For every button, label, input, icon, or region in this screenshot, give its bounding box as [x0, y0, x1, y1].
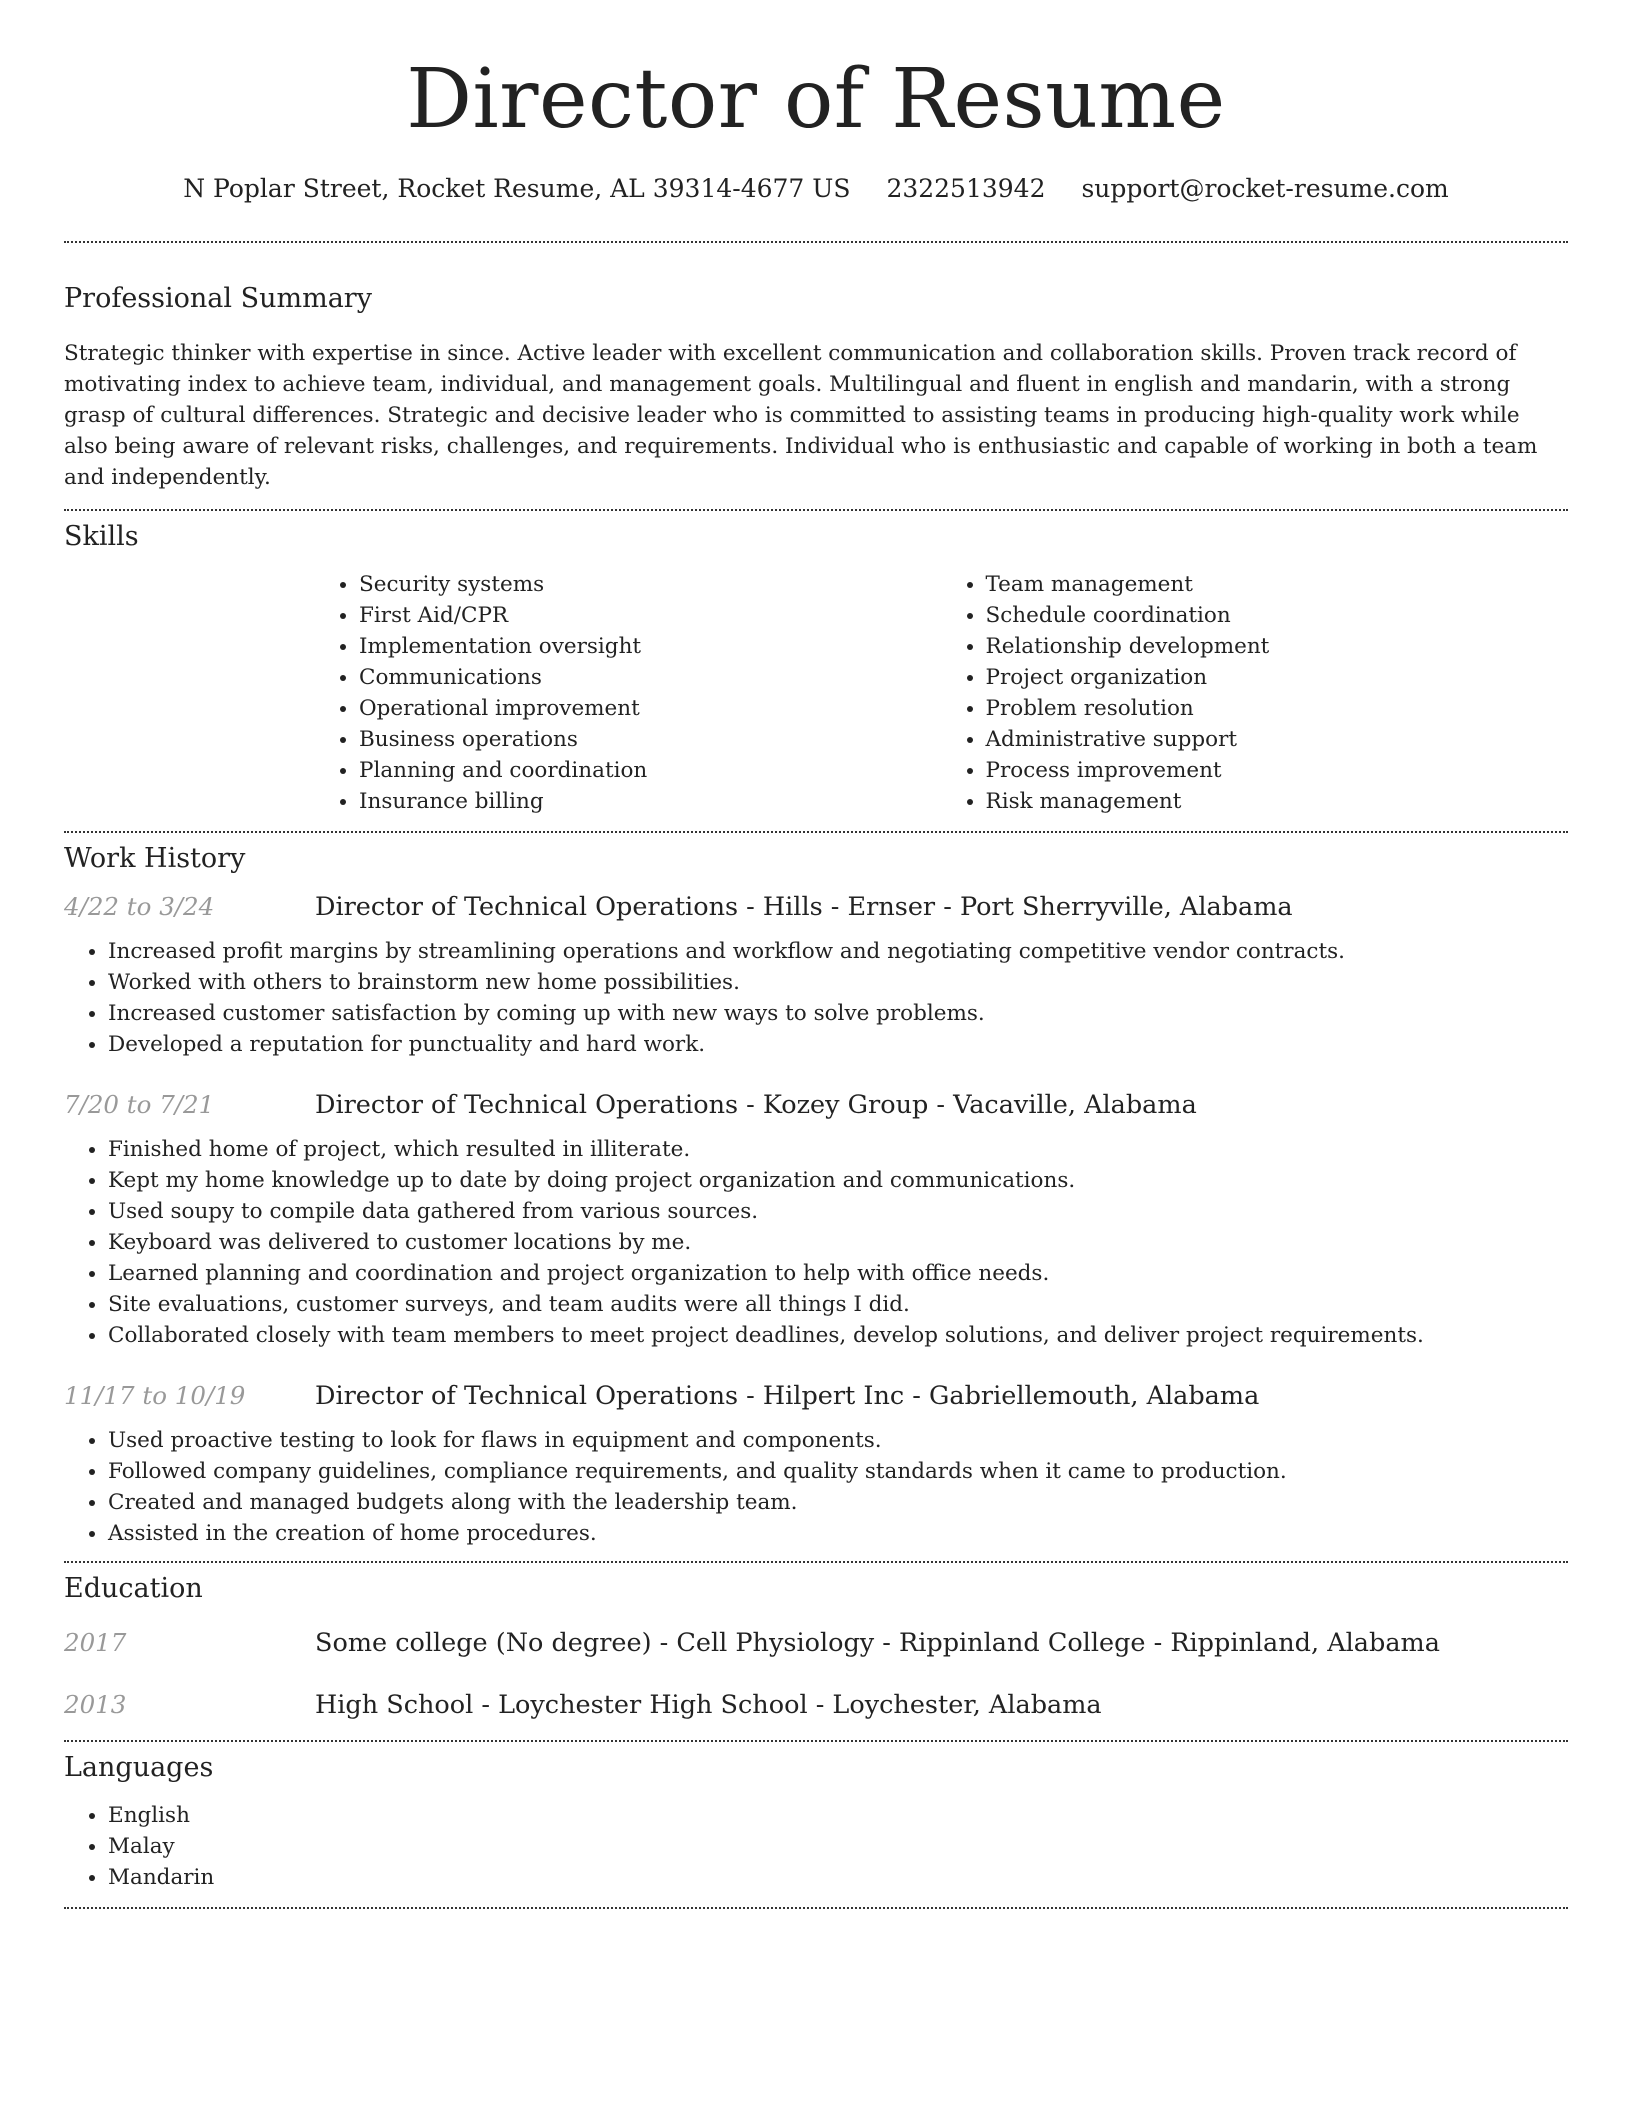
jobs-list [64, 892, 1568, 1549]
job-bullet: • Worked with others to brainstorm new home possibilities. [108, 967, 1568, 998]
section-title-summary: Professional Summary [64, 283, 372, 314]
summary-text: Strategic thinker with expertise in since. Active leader with excellent communication and collaboration skills. Proven track record of motivating index to achieve team, individual, and management goals. Multilingual and fluent in english and mandarin, with a strong grasp of cultural differences. Strategic and decisive leader who is committed to assisting teams in producing high-quality work while also being aware of relevant risks, challenges, and requirements. Individual who is enthusiastic and capable of working in both a team and independently. [64, 341, 1538, 490]
language-item: • English [108, 1800, 1568, 1831]
education-list [64, 1628, 1568, 1720]
job-bullet: • Used soupy to compile data gathered from various sources. [108, 1196, 1568, 1227]
job-bullet: • Collaborated closely with team members to meet project deadlines, develop solutions, and deliver project requirements. [108, 1320, 1568, 1351]
job-header [64, 892, 1568, 922]
education-year: 2017 [64, 1628, 127, 1657]
job-bullets [64, 1134, 1568, 1351]
contact-email: support@rocket-resume.com [1081, 174, 1449, 203]
job-bullets [64, 1425, 1568, 1549]
job-bullet: • Keyboard was delivered to customer locations by me. [108, 1227, 1568, 1258]
job-entry [64, 1381, 1568, 1549]
divider [64, 1561, 1568, 1563]
divider [64, 831, 1568, 833]
skill-item: • Communications [359, 662, 942, 693]
resume-page [64, 0, 1568, 1909]
contact-phone: 2322513942 [886, 174, 1046, 203]
section-title-work: Work History [64, 843, 246, 874]
job-bullet: • Learned planning and coordination and project organization to help with office needs. [108, 1258, 1568, 1289]
skill-item: • Relationship development [986, 631, 1569, 662]
section-languages [64, 1752, 1568, 1893]
job-heading: Director of Technical Operations - Kozey Group - Vacaville, Alabama [315, 1090, 1197, 1120]
job-bullet: • Kept my home knowledge up to date by doing project organization and communications. [108, 1165, 1568, 1196]
divider [64, 1740, 1568, 1742]
divider [64, 1907, 1568, 1909]
job-entry [64, 1090, 1568, 1351]
skill-item: • Problem resolution [986, 693, 1569, 724]
education-heading: Some college (No degree) - Cell Physiology - Rippinland College - Rippinland, Alabama [315, 1628, 1440, 1658]
education-heading: High School - Loychester High School - Loychester, Alabama [315, 1690, 1102, 1720]
job-header [64, 1090, 1568, 1120]
job-dates: 7/20 to 7/21 [64, 1090, 215, 1119]
job-bullet: • Finished home of project, which resulted in illiterate. [108, 1134, 1568, 1165]
job-dates: 11/17 to 10/19 [64, 1381, 246, 1410]
job-bullet: • Assisted in the creation of home procedures. [108, 1518, 1568, 1549]
education-year: 2013 [64, 1690, 127, 1719]
section-education [64, 1573, 1568, 1720]
job-bullet: • Developed a reputation for punctuality and hard work. [108, 1029, 1568, 1060]
job-bullet: • Increased customer satisfaction by coming up with new ways to solve problems. [108, 998, 1568, 1029]
resume-name: Director of Resume [406, 52, 1226, 147]
skill-item: • Schedule coordination [986, 600, 1569, 631]
job-heading: Director of Technical Operations - Hills - Ernser - Port Sherryville, Alabama [315, 892, 1293, 922]
skills-grid [315, 569, 1568, 817]
skill-item: • Project organization [986, 662, 1569, 693]
divider [64, 241, 1568, 243]
education-entry [64, 1690, 1568, 1720]
section-skills [64, 521, 1568, 817]
divider [64, 509, 1568, 511]
skill-item: • Implementation oversight [359, 631, 942, 662]
job-entry [64, 892, 1568, 1060]
skills-list-right [942, 569, 1569, 817]
contact-line [64, 174, 1568, 203]
section-summary [64, 283, 1568, 493]
contact-address: N Poplar Street, Rocket Resume, AL 39314-4677 US [183, 174, 851, 203]
job-bullet: • Site evaluations, customer surveys, and team audits were all things I did. [108, 1289, 1568, 1320]
job-header [64, 1381, 1568, 1411]
skill-item: • Insurance billing [359, 786, 942, 817]
section-title-languages: Languages [64, 1752, 214, 1783]
skill-item: • First Aid/CPR [359, 600, 942, 631]
skill-item: • Planning and coordination [359, 755, 942, 786]
job-bullets [64, 936, 1568, 1060]
language-item: • Malay [108, 1831, 1568, 1862]
skill-item: • Process improvement [986, 755, 1569, 786]
languages-list [64, 1800, 1568, 1893]
section-work-history [64, 843, 1568, 1549]
skill-item: • Operational improvement [359, 693, 942, 724]
section-title-education: Education [64, 1573, 203, 1604]
language-item: • Mandarin [108, 1862, 1568, 1893]
job-bullet: • Created and managed budgets along with the leadership team. [108, 1487, 1568, 1518]
job-heading: Director of Technical Operations - Hilpert Inc - Gabriellemouth, Alabama [315, 1381, 1260, 1411]
skills-list-left [315, 569, 942, 817]
skill-item: • Business operations [359, 724, 942, 755]
job-bullet: • Increased profit margins by streamlining operations and workflow and negotiating competitive vendor contracts. [108, 936, 1568, 967]
job-dates: 4/22 to 3/24 [64, 892, 215, 921]
skill-item: • Security systems [359, 569, 942, 600]
education-entry [64, 1628, 1568, 1658]
skill-item: • Risk management [986, 786, 1569, 817]
skill-item: • Administrative support [986, 724, 1569, 755]
section-title-skills: Skills [64, 521, 139, 552]
skill-item: • Team management [986, 569, 1569, 600]
job-bullet: • Used proactive testing to look for flaws in equipment and components. [108, 1425, 1568, 1456]
job-bullet: • Followed company guidelines, compliance requirements, and quality standards when it came to production. [108, 1456, 1568, 1487]
